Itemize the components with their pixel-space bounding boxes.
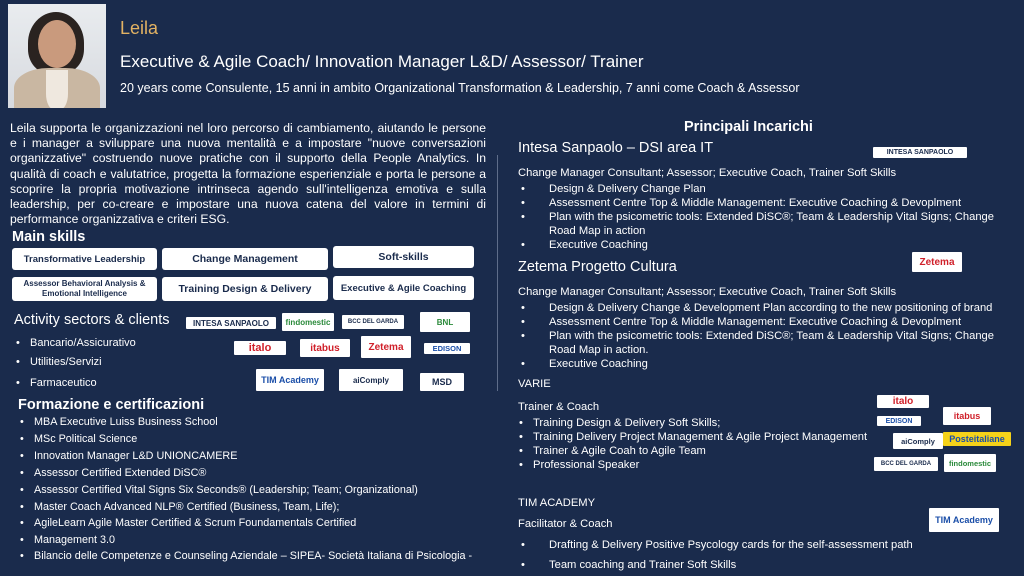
logo-bnl: BNL bbox=[420, 312, 470, 332]
profile-photo bbox=[8, 4, 106, 108]
logo-posteitaliane: Posteitaliane bbox=[943, 432, 1011, 446]
logo-bcc: BCC DEL GARDA bbox=[342, 315, 404, 329]
formazione-title: Formazione e certificazioni bbox=[18, 397, 205, 413]
sectors-title: Activity sectors & clients bbox=[14, 312, 170, 328]
cert-item: • Master Coach Advanced NLP® Certified (Business, Team, Life); bbox=[34, 501, 339, 513]
logo-zetema: Zetema bbox=[361, 336, 411, 358]
bullet-item: • Plan with the psicometric tools: Extended DiSC®; Team & Leadership Vital Signs; Change bbox=[549, 329, 994, 343]
role-intesa: Change Manager Consultant; Assessor; Executive Coach, Trainer Soft Skills bbox=[518, 167, 897, 179]
profile-subtitle: 20 years come Consulente, 15 anni in ambito Organizational Transformation & Leadership, 7 anni come Coach & Assessor bbox=[120, 81, 800, 95]
bullet-item: • Team coaching and Trainer Soft Skills bbox=[549, 558, 736, 572]
incarichi-title: Principali Incarichi bbox=[684, 119, 813, 135]
logo-italo: italo bbox=[877, 395, 929, 408]
logo-aicomply: aiComply bbox=[339, 369, 403, 391]
role-zetema: Change Manager Consultant; Assessor; Executive Coach, Trainer Soft Skills bbox=[518, 286, 897, 298]
bullet-item: • Executive Coaching bbox=[549, 238, 648, 252]
cert-item: • AgileLearn Agile Master Certified & Scrum Foundamentals Certified bbox=[34, 517, 356, 529]
bullet-item: • Training Design & Delivery Soft Skills; bbox=[533, 416, 720, 430]
sector-item: • Utilities/Servizi bbox=[30, 356, 102, 368]
logo-tim-academy: TIM Academy bbox=[256, 369, 324, 391]
company-intesa: Intesa Sanpaolo – DSI area IT bbox=[518, 140, 714, 156]
skill-change-management: Change Management bbox=[162, 248, 328, 270]
tim-title: TIM ACADEMY bbox=[518, 497, 596, 509]
logo-italo: italo bbox=[234, 341, 286, 355]
varie-title: VARIE bbox=[518, 378, 551, 390]
bullet-item-continued bbox=[549, 343, 649, 357]
skill-assessor: Assessor Behavioral Analysis & Emotional Intelligence bbox=[12, 277, 157, 301]
skill-executive-agile-coaching: Executive & Agile Coaching bbox=[333, 276, 474, 300]
tim-role: Facilitator & Coach bbox=[518, 518, 613, 530]
bullet-item: • Design & Delivery Change & Development Plan according to the new positioning of brand bbox=[549, 301, 992, 315]
logo-zetema: Zetema bbox=[912, 252, 962, 272]
sector-item: • Farmaceutico bbox=[30, 377, 97, 389]
cert-item: • Bilancio delle Competenze e Counseling Aziendale – SIPEA- Società Italiana di Psicologia - bbox=[34, 550, 472, 562]
logo-edison: EDISON bbox=[424, 343, 470, 354]
bullet-item: • Trainer & Agile Coah to Agile Team bbox=[533, 444, 706, 458]
logo-bcc: BCC DEL GARDA bbox=[874, 457, 938, 471]
bullet-item: • Professional Speaker bbox=[533, 458, 639, 472]
cert-item: • MSc Political Science bbox=[34, 433, 137, 445]
cert-item: • Assessor Certified Vital Signs Six Seconds® (Leadership; Team; Organizational) bbox=[34, 484, 418, 496]
cert-item: • Innovation Manager L&D UNIONCAMERE bbox=[34, 450, 237, 462]
cert-item: • Assessor Certified Extended DiSC® bbox=[34, 467, 206, 479]
skill-soft-skills: Soft-skills bbox=[333, 246, 474, 268]
profile-name: Leila bbox=[120, 18, 159, 38]
logo-itabus: itabus bbox=[943, 407, 991, 425]
bullet-item-continued bbox=[549, 224, 645, 238]
logo-findomestic: findomestic bbox=[944, 454, 996, 472]
bullet-item: • Assessment Centre Top & Middle Management: Executive Coaching & Devoplment bbox=[549, 196, 961, 210]
logo-intesa: INTESA SANPAOLO bbox=[873, 147, 967, 158]
bullet-item: • Training Delivery Project Management & Agile Project Management bbox=[533, 430, 867, 444]
logo-edison: EDISON bbox=[877, 416, 921, 426]
bullet-continuation: Road Map in action. bbox=[549, 344, 649, 356]
logo-intesa: INTESA SANPAOLO bbox=[186, 317, 276, 329]
logo-tim-academy: TIM Academy bbox=[929, 508, 999, 532]
bullet-item: • Executive Coaching bbox=[549, 357, 648, 371]
cert-item: • Management 3.0 bbox=[34, 534, 115, 546]
bullet-item: • Design & Delivery Change Plan bbox=[549, 182, 706, 196]
skill-training-design: Training Design & Delivery bbox=[162, 277, 328, 301]
company-zetema: Zetema Progetto Cultura bbox=[518, 259, 677, 275]
bullet-item: • Drafting & Delivery Positive Psycology cards for the self-assessment path bbox=[549, 538, 913, 552]
bullet-item: • Assessment Centre Top & Middle Management: Executive Coaching & Devoplment bbox=[549, 315, 961, 329]
intro-paragraph: Leila supporta le organizzazioni nel loro percorso di cambiamento, aiutando le persone e i manager a sviluppare una nuova mentalità e a impostare "nuove conversazioni organizzative" costruendo nuove pratiche con il supporto della People Analytics. In qualità di coach e valutatrice, progetta la formazione esperienziale e porta le persone a scoprire la propria motivazione intrinseca agendo sull'intelligenza emotiva e sulla leadership, per co-creare e impostare una nuova catena del valore in termini di performance organizzativa e criteri ESG. bbox=[10, 121, 486, 227]
logo-findomestic: findomestic bbox=[282, 313, 334, 331]
skill-transformative-leadership: Transformative Leadership bbox=[12, 248, 157, 270]
sector-item: • Bancario/Assicurativo bbox=[30, 337, 136, 349]
main-skills-title: Main skills bbox=[12, 229, 86, 245]
cert-item: • MBA Executive Luiss Business School bbox=[34, 416, 218, 428]
bullet-item: • Plan with the psicometric tools: Extended DiSC®; Team & Leadership Vital Signs; Change bbox=[549, 210, 994, 224]
bullet-continuation: Road Map in action bbox=[549, 225, 646, 237]
logo-msd: MSD bbox=[420, 373, 464, 391]
logo-aicomply: aiComply bbox=[893, 433, 943, 449]
profile-title: Executive & Agile Coach/ Innovation Manager L&D/ Assessor/ Trainer bbox=[120, 52, 644, 71]
column-divider bbox=[497, 155, 498, 391]
varie-role: Trainer & Coach bbox=[518, 401, 600, 413]
logo-itabus: itabus bbox=[300, 339, 350, 357]
